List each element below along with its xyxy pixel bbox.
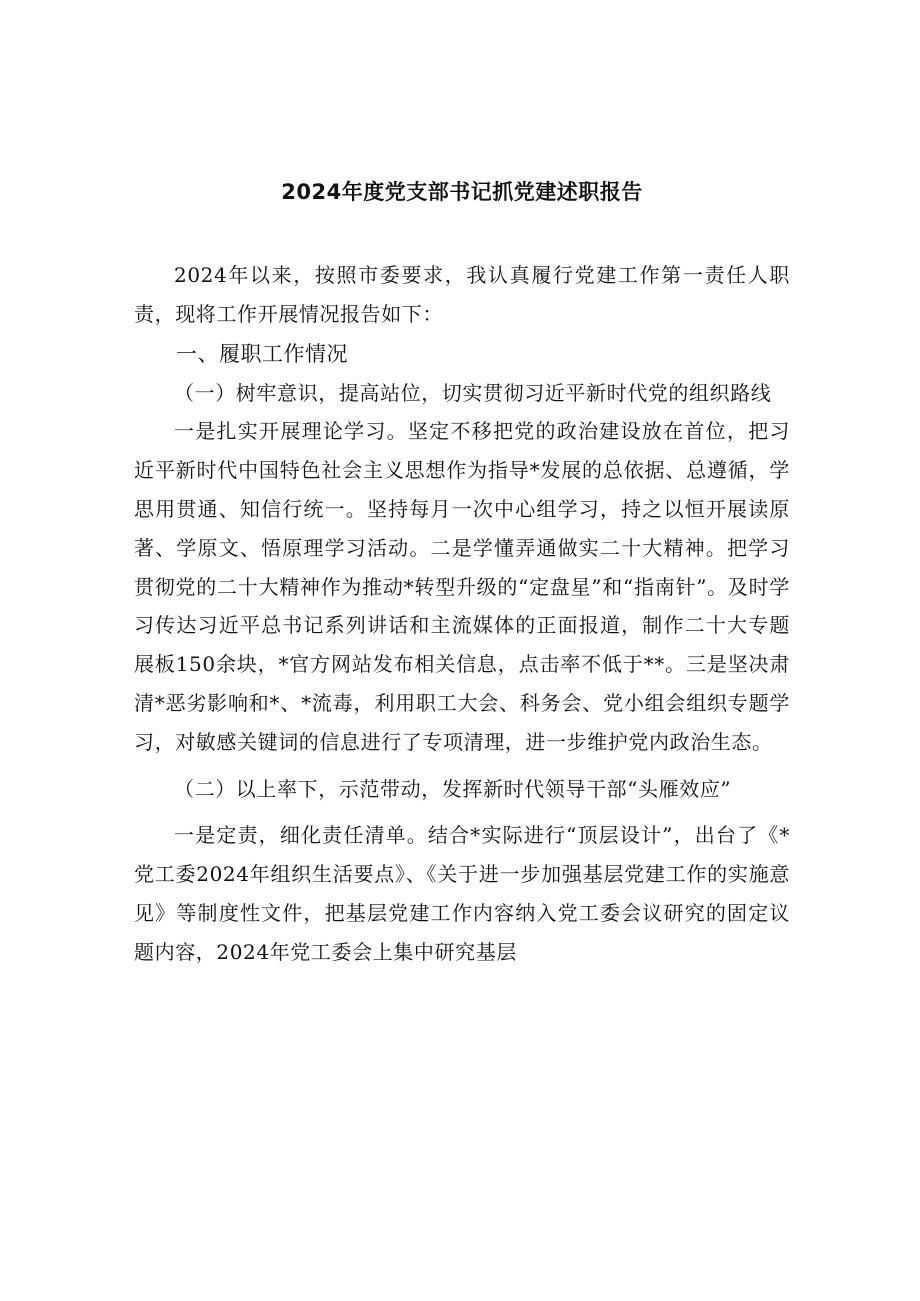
section-heading-1: 一、履职工作情况 <box>176 341 348 366</box>
document-content <box>134 170 790 972</box>
sub-heading-1: （一）树牢意识，提高站位，切实贯彻习近平新时代党的组织路线 <box>174 380 772 405</box>
intro-paragraph: 2024年以来，按照市委要求，我认真履行党建工作第一责任人职责，现将工作开展情况报告如下： <box>134 263 790 326</box>
body-paragraph-1: 一是扎实开展理论学习。坚定不移把党的政治建设放在首位，把习近平新时代中国特色社会主义思想作为指导*发展的总依据、总遵循，学思用贯通、知信行统一。坚持每月一次中心组学习，持之以恒开展读原著、学原文、悟原理学习活动。二是学懂弄通做实二十大精神。把学习贯彻党的二十大精神作为推动*转型升级的“定盘星”和“指南针”。及时学习传达习近平总书记系列讲话和主流媒体的正面报道，制作二十大专题展板150余块，*官方网站发布相关信息，点击率不低于**。三是坚决肃清*恶劣影响和*、*流毒，利用职工大会、科务会、党小组会组织专题学习，对敏感关键词的信息进行了专项清理，进一步维护党内政治生态。 <box>134 419 790 754</box>
body-paragraph-2: 一是定责，细化责任清单。结合*实际进行“顶层设计”，出台了《*党工委2024年组织生活要点》、《关于进一步加强基层党建工作的实施意见》等制度性文件，把基层党建工作内容纳入党工委会议研究的固定议题内容，2024年党工委会上集中研究基层 <box>134 823 790 964</box>
paragraph-gap <box>134 808 790 816</box>
paragraph-gap <box>134 762 790 770</box>
document-title: 2024年度党支部书记抓党建述职报告 <box>281 180 643 204</box>
sub-heading-2: （二）以上率下，示范带动，发挥新时代领导干部“头雁效应” <box>174 776 732 801</box>
